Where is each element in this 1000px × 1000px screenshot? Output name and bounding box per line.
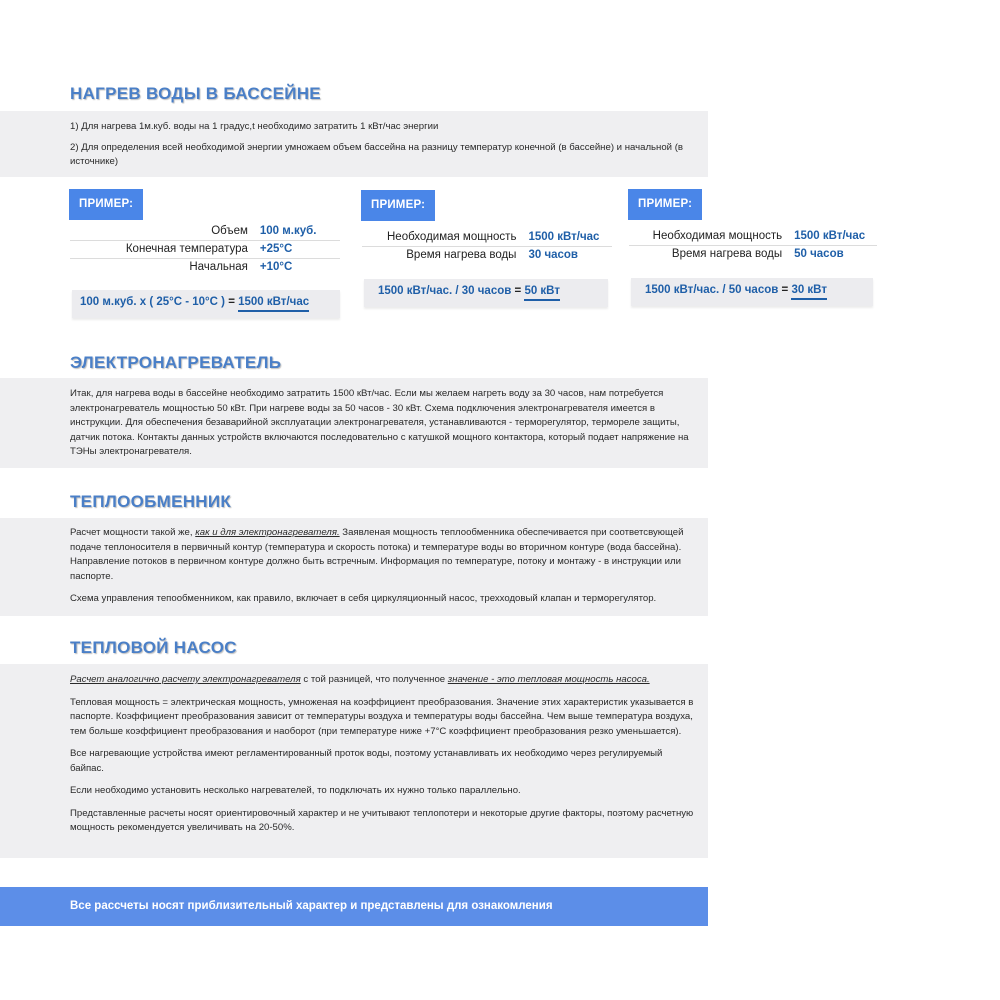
example-badge-3: ПРИМЕР: (628, 189, 702, 220)
formula-text: 1500 кВт/час. / 30 часов (378, 285, 512, 297)
heat-exchanger-text-start: Расчет мощности такой же, (70, 527, 193, 538)
example-3-formula (631, 278, 873, 306)
example-1-label: Конечная температура (70, 241, 260, 259)
section-title-electric-heater: ЭЛЕКТРОНАГРЕВАТЕЛЬ (70, 353, 282, 372)
example-2-value: 30 часов (528, 247, 612, 265)
example-1-row (70, 223, 340, 241)
heat-pump-panel (0, 664, 708, 858)
electric-heater-link[interactable]: как и для электронагревателя. (195, 527, 340, 538)
example-2-formula (364, 279, 608, 307)
heat-pump-intro-mid: с той разницей, что полученное (303, 674, 446, 685)
example-1-value: +10°C (260, 259, 340, 277)
heat-pump-bypass-text: Все нагревающие устройства имеют регламентированный проток воды, поэтому устанавливать их необходимо через регулируемый байпас. (70, 748, 663, 774)
example-badge-2: ПРИМЕР: (361, 190, 435, 221)
heat-exchanger-control-text: Схема управления тепообменником, как правило, включает в себя циркуляционный насос, трехходовый клапан и терморегулятор. (70, 593, 657, 604)
heat-exchanger-text-rest: Заявленая мощность теплообменника обеспечивается при соответсвующей подаче теплоносителя в первичный контур (температура и скорость потока) и температуре воды во вторичном контуре (вода бассейна). Направление потоков в первичном контуре должно быть встречным. Информация по температуре, потоку и монтажу - в инструкции или паспорте. (70, 527, 684, 582)
example-2-row (362, 229, 612, 247)
example-2-label: Необходимая мощность (387, 231, 517, 243)
formula-equals: = (228, 296, 235, 308)
formula-result: 1500 кВт/час (238, 296, 309, 312)
heat-pump-power-link[interactable]: значение - это тепловая мощность насоса. (447, 674, 650, 685)
electric-heater-text: Итак, для нагрева воды в бассейне необходимо затратить 1500 кВт/час. Если мы желаем нагреть воду за 30 часов, нам потребуется электронагреватель мощностью 50 кВт. При нагреве воды за 50 часов - 30 кВт. Схема подключения электронагревателя имеется в инструкции. Для обеспечения безаварийной эксплуатации электронагревателя, устанавливаются - терморегулятор, термореле защиты, датчик потока. Контакты данных устройств включаются последовательно с катушкой мощного контактора, который подает напряжение на ТЭНы электронагревателя. (70, 388, 689, 457)
example-3-table (629, 228, 877, 263)
example-3-value: 1500 кВт/час (794, 230, 866, 242)
formula-text: 1500 кВт/час. / 50 часов (645, 284, 779, 296)
formula-equals: = (781, 284, 789, 296)
section-title-heat-pump: ТЕПЛОВОЙ НАСОС (70, 638, 237, 657)
example-2-label: Время нагрева воды (362, 247, 528, 265)
formula-equals: = (514, 285, 522, 297)
example-3-row (629, 246, 877, 264)
example-3-label: Время нагрева воды (629, 246, 794, 264)
formula-result: 30 кВт (791, 284, 827, 300)
heat-pump-intro (70, 673, 696, 688)
formula-volume: 100 м.куб. х (80, 296, 147, 308)
example-2-row (362, 247, 612, 265)
example-2-value: 1500 кВт/час (528, 231, 600, 243)
example-3-row (629, 228, 877, 246)
water-heating-rule-1: 1) Для нагрева 1м.куб. воды на 1 градус,t необходимо затратить 1 кВт/час энергии (70, 121, 439, 132)
example-3-label: Необходимая мощность (652, 230, 783, 242)
footer-banner: Все рассчеты носят приблизительный характер и представлены для ознакомления (0, 887, 708, 926)
example-1-formula (72, 290, 340, 318)
electric-heater-calc-link[interactable]: Расчет аналогично расчету электронагревателя (70, 674, 301, 685)
example-1-table (70, 223, 340, 276)
formula-result: 50 кВт (524, 285, 560, 301)
example-1-value: +25°C (260, 241, 340, 259)
electric-heater-panel (0, 378, 708, 468)
water-heating-panel (0, 111, 708, 177)
example-badge-1: ПРИМЕР: (69, 189, 143, 220)
section-title-heat-exchanger: ТЕПЛООБМЕННИК (70, 492, 232, 511)
heat-exchanger-text (70, 526, 696, 584)
example-2-table (362, 229, 612, 264)
example-1-label: Объем (211, 225, 248, 237)
heat-pump-estimate-text: Представленные расчеты носят ориентировочный характер и не учитывают теплопотери и некоторые другие факторы, поэтому расчетную мощность рекомендуется увеличивать на 20-50%. (70, 807, 694, 833)
example-1-label: Начальная (70, 259, 260, 277)
example-3-value: 50 часов (794, 246, 877, 264)
heat-exchanger-panel (0, 518, 708, 616)
formula-temp-diff: ( 25°C - 10°C ) (149, 296, 225, 308)
water-heating-rule-2: 2) Для определения всей необходимой энергии умножаем объем бассейна на разницу температур конечной (в бассейне) и начальной (в источнике) (70, 141, 684, 167)
example-1-value: 100 м.куб. (259, 225, 317, 237)
heat-pump-parallel-text: Если необходимо установить несколько нагревателей, то подключать их нужно только параллельно. (70, 785, 521, 796)
heat-pump-power-text: Тепловая мощность = электрическая мощность, умноженая на коэффициент преобразования. Значение этих характеристик указывается в паспорте. Коэффициент преобразования зависит от температуры воздуха и температуры воды бассейна. Чем выше температура воздуха, тем больше коэффициент преобразования и наоборот (при температуре ниже +7°С коэффициент преобразования резко уменьшается). (70, 696, 694, 737)
example-1-row (70, 241, 340, 259)
example-1-row (70, 259, 340, 277)
section-title-water-heating: НАГРЕВ ВОДЫ В БАССЕЙНЕ (70, 84, 321, 103)
